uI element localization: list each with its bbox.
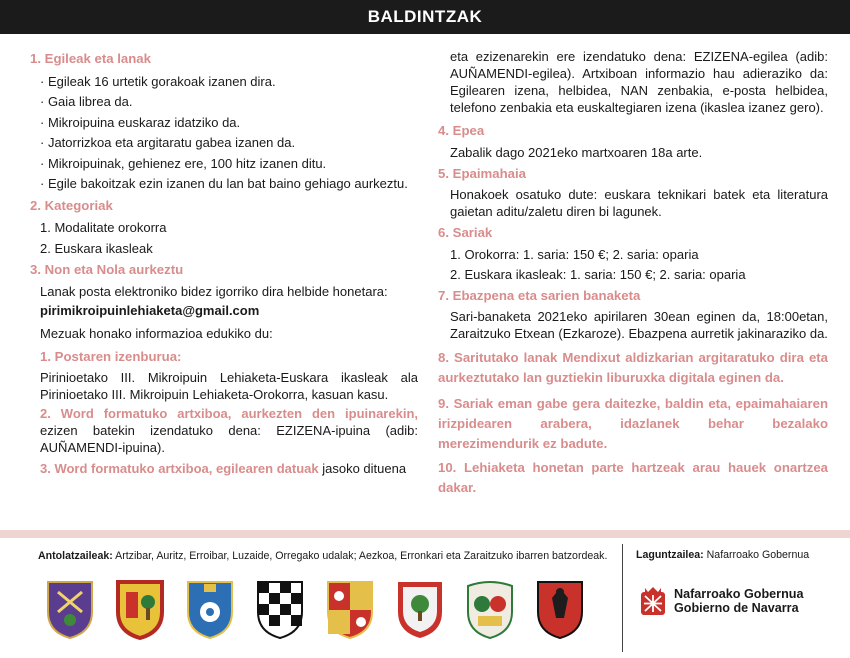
section-3-info: Mezuak honako informazioa edukiko du: <box>40 326 273 341</box>
sub-1-text: Pirinioetako III. Mikroipuin Lehiaketa-Euskara ikasleak ala Pirinioetako III. Mikroipuin Lehiaketa-Orokorra, kasuan kasu. <box>40 370 418 402</box>
footer <box>0 538 850 658</box>
section-5-text: Honakoek osatuko dute: euskara teknikari batek eta literatura gaietan aditu/zaletu diren bi lagunek. <box>450 187 828 219</box>
contact-email: pirimikroipuinlehiaketa@gmail.com <box>40 303 260 318</box>
sponsor-line <box>636 549 809 561</box>
list-item: · Gaia librea da. <box>40 94 133 109</box>
divider-band <box>0 530 850 538</box>
zaraitzu-shield-icon <box>534 578 586 640</box>
erroibar-shield-icon <box>184 578 236 640</box>
left-column <box>30 46 418 479</box>
government-logo <box>640 586 803 616</box>
section-10-text: 10. Lehiaketa honetan parte hartzeak arau hauek onartzea dakar. <box>438 460 828 495</box>
sponsor-text: Nafarroako Gobernua <box>703 549 810 561</box>
list-item: 1. Modalitate orokorra <box>40 220 167 235</box>
organizers-label: Antolatzaileak: <box>38 550 113 562</box>
section-4-heading: 4. Epea <box>438 123 485 138</box>
list-item: 2. Euskara ikasleak: 1. saria: 150 €; 2. saria: oparia <box>450 267 746 282</box>
section-6-heading: 6. Sariak <box>438 225 493 240</box>
navarra-emblem-icon <box>640 586 666 616</box>
list-item: · Mikroipuinak, gehienez ere, 100 hitz izanen ditu. <box>40 155 327 171</box>
section-7-heading: 7. Ebazpena eta sarien banaketa <box>438 288 641 303</box>
sub-1-heading: 1. Postaren izenburua: <box>40 349 182 364</box>
section-7-text: Sari-banaketa 2021eko apirilaren 30ean eginen da, 18:00etan, Zaraitzuko Etxean (Ezkaroze). Ebazpena aurretik jakinaraziko da. <box>450 309 828 341</box>
section-3-heading: 3. Non eta Nola aurkeztu <box>30 262 184 277</box>
sub-3-heading: 3. Word formatuko artxiboa, egilearen datuak <box>40 461 319 476</box>
list-item: · Egileak 16 urtetik gorakoak izanen dira. <box>40 73 276 89</box>
footer-divider <box>622 544 623 652</box>
section-5-heading: 5. Epaimahaia <box>438 166 526 181</box>
organizers-line <box>38 549 607 563</box>
right-column <box>438 46 828 500</box>
section-1-heading: 1. Egileak eta lanak <box>30 51 151 66</box>
list-item: 1. Orokorra: 1. saria: 150 €; 2. saria: oparia <box>450 247 699 262</box>
sponsor-label: Laguntzailea: <box>636 549 704 561</box>
list-item: · Jatorrizkoa eta argitaratu gabea izanen da. <box>40 135 296 150</box>
organizers-text: Artzibar, Auritz, Erroibar, Luzaide, Orregako udalak; Aezkoa, Erronkari eta Zaraitzuko ibarren batzordeak. <box>112 550 608 562</box>
list-item: 2. Euskara ikasleak <box>40 240 153 256</box>
continued-text: eta ezizenarekin ere izendatuko dena: EZIZENA-egilea (adib: AUÑAMENDI-egilea). Artxiboan informazio hau adieraziko da: Egilearen izena, helbidea, NAN zenbakia, e-posta helbidea, telefono zenbakia eta euskaltegiaren izena (ikaslea izanez gero). <box>450 49 828 115</box>
erronkari-shield-icon <box>464 578 516 640</box>
page-title: BALDINTZAK <box>0 0 850 34</box>
government-name <box>674 587 803 615</box>
sub-2-text: ezizen batekin izendatuko dena: EZIZENA-ipuina (adib: AUÑAMENDI-ipuina). <box>40 423 418 455</box>
sub-3-text: jasoko dituena <box>318 461 407 476</box>
luzaide-shield-icon <box>254 578 306 640</box>
section-9-text: 9. Sariak eman gabe gera daitezke, baldin eta, epaimahaiaren irizpidearen arabera, idazlanek behar bezalako merezimendurik ez badute. <box>438 396 828 451</box>
section-8-text: 8. Saritutako lanak Mendixut aldizkarian argitaratuko dira eta aurkeztutako lan guztiekin liburuxka digitala eginen da. <box>438 350 828 385</box>
orregaga-shield-icon <box>324 578 376 640</box>
gov-name-basque: Nafarroako Gobernua <box>674 587 804 601</box>
list-item: · Mikroipuina euskaraz idatziko da. <box>40 114 241 130</box>
section-3-intro: Lanak posta elektroniko bidez igorriko dira helbide honetara: <box>40 284 388 299</box>
auritz-shield-icon <box>114 578 166 640</box>
section-4-text: Zabalik dago 2021eko martxoaren 18a arte. <box>450 145 703 160</box>
list-item: · Egile bakoitzak ezin izanen du lan bat baino gehiago aurkeztu. <box>40 176 408 191</box>
gov-name-spanish: Gobierno de Navarra <box>674 601 799 615</box>
coat-of-arms-row <box>44 578 586 640</box>
sub-2-heading: 2. Word formatuko artxiboa, aurkezten den ipuinarekin, <box>40 406 418 421</box>
section-2-heading: 2. Kategoriak <box>30 197 113 213</box>
artzibar-shield-icon <box>44 578 96 640</box>
aezkoa-shield-icon <box>394 578 446 640</box>
